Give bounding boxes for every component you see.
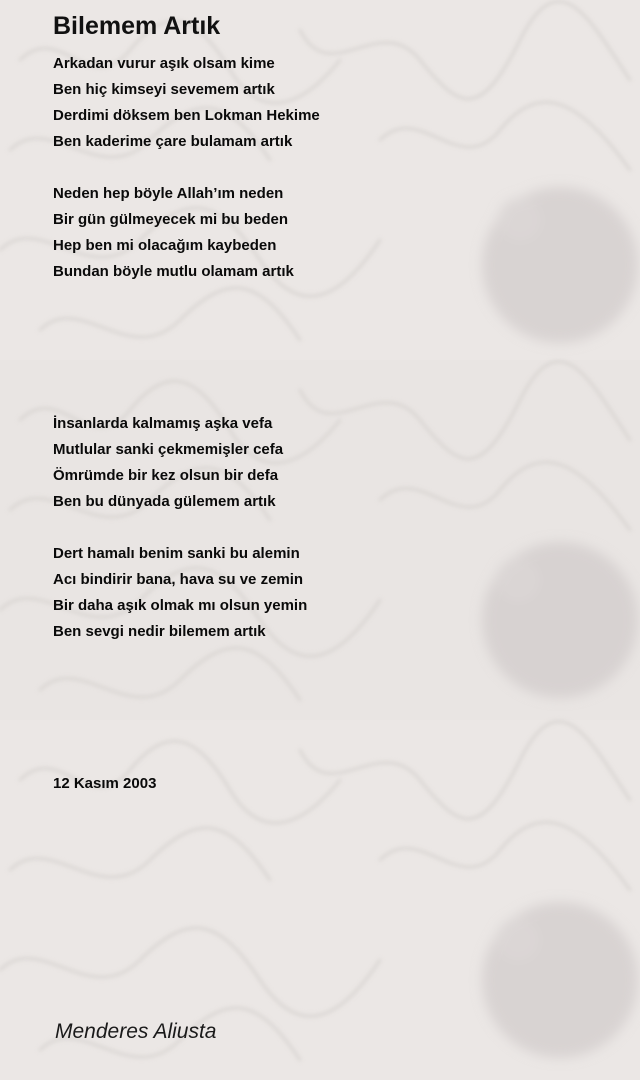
poem-title: Bilemem Artık (53, 12, 221, 40)
poem-author: Menderes Aliusta (55, 1020, 217, 1043)
poem-line: Ben sevgi nedir bilemem artık (53, 623, 266, 640)
poem-line: Hep ben mi olacağım kaybeden (53, 237, 277, 254)
poem-line: Bir daha aşık olmak mı olsun yemin (53, 597, 308, 614)
poem-date: 12 Kasım 2003 (53, 775, 157, 792)
poem-line: Bundan böyle mutlu olamam artık (53, 263, 294, 280)
stanza-4 (53, 541, 613, 645)
poem-line: Mutlular sanki çekmemişler cefa (53, 441, 284, 458)
poem-line: Ben hiç kimseyi sevemem artık (53, 81, 275, 98)
poem-line: İnsanlarda kalmamış aşka vefa (53, 415, 273, 432)
poem-line: Ben kaderime çare bulamam artık (53, 133, 293, 150)
poem-line: Acı bindirir bana, hava su ve zemin (53, 571, 304, 588)
stanza-2 (53, 181, 613, 285)
poem-line: Derdimi döksem ben Lokman Hekime (53, 107, 320, 124)
poem-line: Dert hamalı benim sanki bu alemin (53, 545, 300, 562)
poem-line: Arkadan vurur aşık olsam kime (53, 55, 275, 72)
ink-blot-bottom (482, 902, 638, 1058)
poem-line: Ben bu dünyada gülemem artık (53, 493, 276, 510)
stanza-3 (53, 411, 613, 515)
poem-line: Ömrümde bir kez olsun bir defa (53, 467, 279, 484)
poem-line: Bir gün gülmeyecek mi bu beden (53, 211, 289, 228)
stanza-1 (53, 51, 613, 155)
poem-line: Neden hep böyle Allah’ım neden (53, 185, 284, 202)
